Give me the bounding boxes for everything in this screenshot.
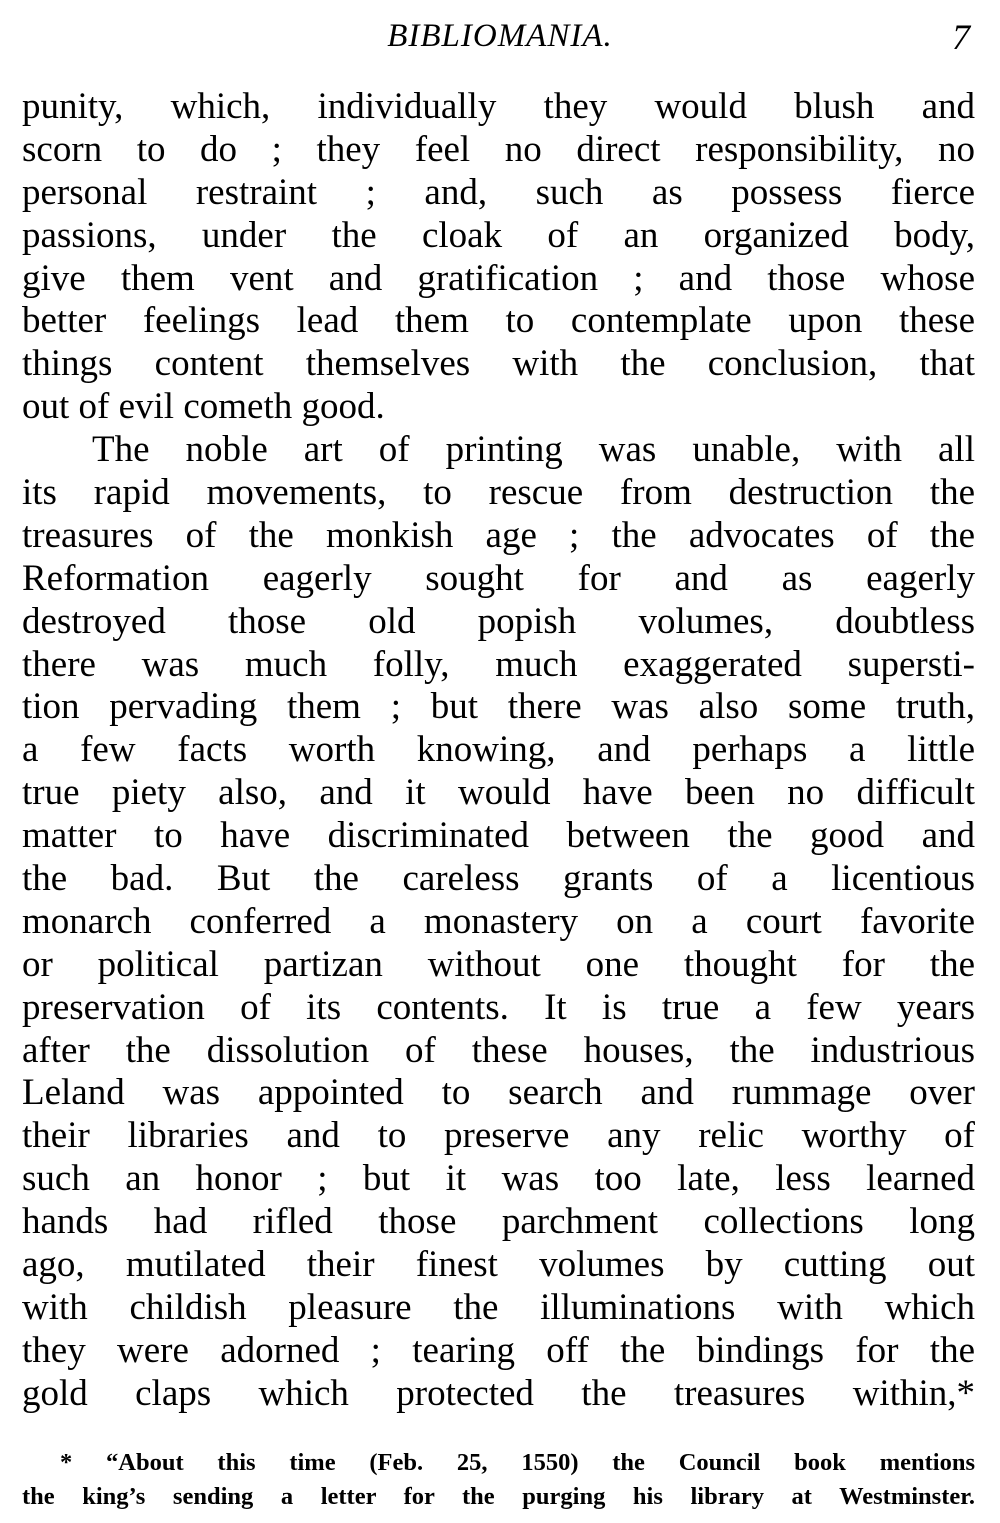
text-line: out of evil cometh good. xyxy=(22,386,385,428)
text-line: ago, mutilated their finest volumes by cutting out xyxy=(22,1244,975,1286)
text-line: matter to have discriminated between the good and xyxy=(22,815,975,857)
text-line: their libraries and to preserve any relic worthy of xyxy=(22,1115,975,1157)
text-line: preservation of its contents. It is true a few years xyxy=(22,986,975,1028)
text-line: true piety also, and it would have been no difficult xyxy=(22,772,975,814)
footnote-line: * “About this time (Feb. 25, 1550) the Council book mentions xyxy=(60,1449,975,1476)
text-line: monarch conferred a monastery on a court favorite xyxy=(22,900,975,942)
text-line: give them vent and gratification ; and those whose xyxy=(22,257,975,299)
text-line: tion pervading them ; but there was also some truth, xyxy=(22,686,975,728)
text-line: its rapid movements, to rescue from destruction the xyxy=(22,472,975,514)
footnote xyxy=(22,1446,975,1514)
text-line: or political partizan without one thought for the xyxy=(22,943,975,985)
body-text xyxy=(22,86,975,1416)
text-line: destroyed those old popish volumes, doubtless xyxy=(22,600,975,642)
text-line: scorn to do ; they feel no direct responsibility, no xyxy=(22,128,975,170)
text-line: with childish pleasure the illuminations with which xyxy=(22,1286,975,1328)
text-line: better feelings lead them to contemplate upon these xyxy=(22,300,975,342)
text-line: Reformation eagerly sought for and as eagerly xyxy=(22,557,975,599)
text-line: such an honor ; but it was too late, less learned xyxy=(22,1158,975,1200)
text-line: there was much folly, much exaggerated supersti- xyxy=(22,643,975,685)
text-line: personal restraint ; and, such as possess fierce xyxy=(22,171,975,213)
text-line: punity, which, individually they would blush and xyxy=(22,86,975,127)
page-number: 7 xyxy=(952,17,970,57)
text-line: they were adorned ; tearing off the bindings for the xyxy=(22,1329,975,1371)
text-line: the bad. But the careless grants of a licentious xyxy=(22,858,975,900)
text-line: a few facts worth knowing, and perhaps a little xyxy=(22,729,975,771)
text-line: things content themselves with the conclusion, that xyxy=(22,343,975,385)
footnote-line: the king’s sending a letter for the purging his library at Westminster. xyxy=(22,1483,975,1510)
text-line: The noble art of printing was unable, with all xyxy=(92,429,975,471)
text-line: passions, under the cloak of an organized body, xyxy=(22,214,975,256)
text-line: treasures of the monkish age ; the advocates of the xyxy=(22,514,975,556)
text-line: gold claps which protected the treasures within,* xyxy=(22,1372,975,1414)
text-line: after the dissolution of these houses, the industrious xyxy=(22,1029,975,1071)
text-line: hands had rifled those parchment collections long xyxy=(22,1201,975,1243)
running-title: BIBLIOMANIA. xyxy=(387,18,613,54)
text-line: Leland was appointed to search and rummage over xyxy=(22,1072,975,1114)
